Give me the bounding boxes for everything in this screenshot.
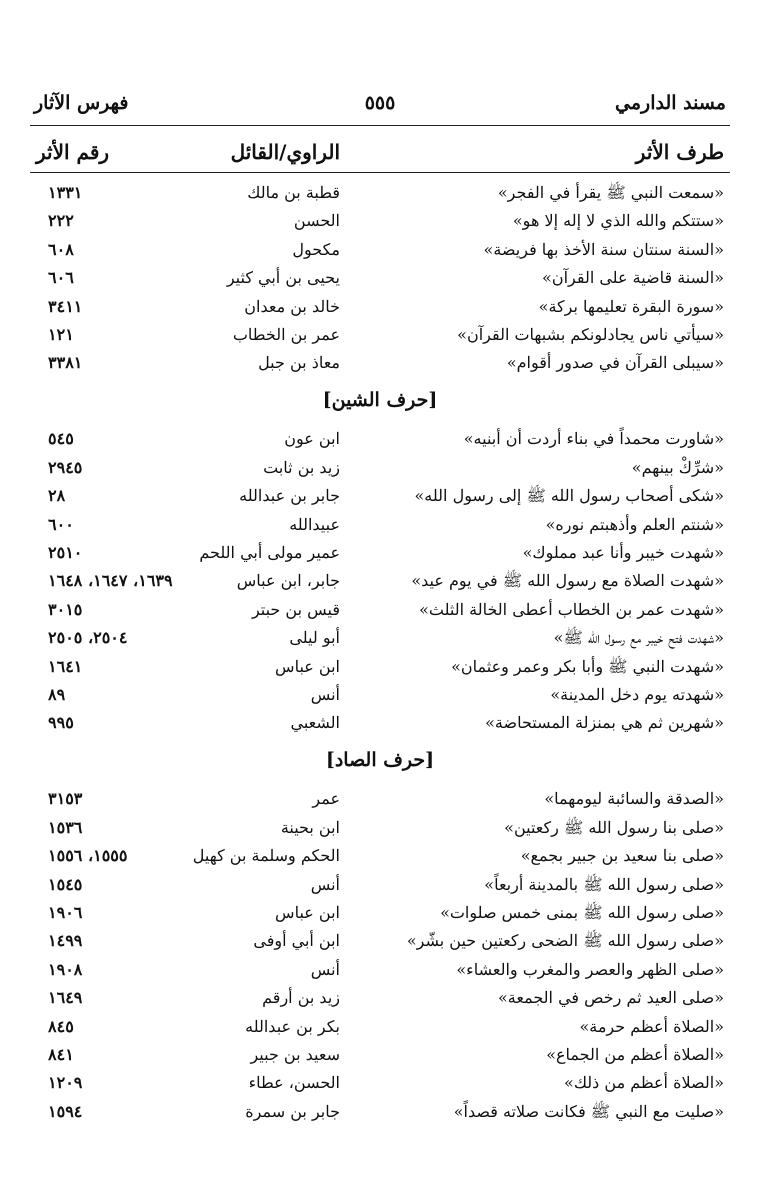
index-row: [0, 842, 760, 870]
entry-narrator: أنس: [310, 685, 340, 704]
entry-number: ٨٤١: [48, 1045, 74, 1064]
entry-number: ٣٣٨١: [48, 353, 83, 373]
index-row: [0, 425, 760, 453]
entry-narrator: معاذ بن جبل: [258, 353, 340, 373]
entry-number: ١٩٠٨: [48, 959, 83, 979]
page-number: ٥٥٥: [364, 92, 396, 114]
entry-narrator: ابن عون: [284, 429, 340, 449]
entry-phrase: «سيأتي ناس يجادلونكم بشبهات القرآن»: [457, 325, 724, 344]
entry-number: ٢٥٠٤، ٢٥٠٥: [48, 628, 128, 648]
entry-narrator: قيس بن حبتر: [251, 599, 340, 619]
entry-narrator: أنس: [310, 874, 340, 894]
entry-number: ٨٤٥: [48, 1016, 74, 1036]
entry-phrase: «الصلاة أعظم حرمة»: [579, 1016, 724, 1036]
column-header-phrase: طرف الأثر: [635, 140, 724, 164]
entry-narrator: ابن عباس: [275, 656, 340, 676]
index-row: [0, 321, 760, 349]
index-row: [0, 1069, 760, 1097]
entry-number: ٣٠١٥: [48, 599, 83, 619]
column-header-rule: [30, 172, 730, 173]
index-row: [0, 927, 760, 955]
index-row: [0, 624, 760, 652]
entry-narrator: خالد بن معدان: [244, 296, 340, 316]
entry-number: ١٦٣٩، ١٦٤٧، ١٦٤٨: [48, 571, 173, 591]
entry-number: ٢٩٤٥: [48, 457, 83, 477]
index-row: [0, 1098, 760, 1126]
index-row: [0, 899, 760, 927]
entry-number: ٣٤١١: [48, 296, 83, 316]
index-row: [0, 482, 760, 510]
entry-phrase: «صلى بنا سعيد بن جبير بجمع»: [520, 846, 724, 866]
entry-phrase: «شهدت النبي ﷺ وأبا بكر وعمر وعثمان»: [451, 656, 724, 676]
entry-phrase: «صلى الظهر والعصر والمغرب والعشاء»: [456, 959, 724, 979]
entry-narrator: قطبة بن مالك: [247, 183, 340, 202]
index-row: [0, 567, 760, 595]
entry-number: ٣١٥٣: [48, 789, 83, 809]
column-header-number: رقم الأثر: [36, 140, 110, 164]
column-header-narrator: الراوي/القائل: [230, 140, 340, 164]
entry-narrator: جابر بن سمرة: [245, 1101, 340, 1121]
entry-phrase: «سمعت النبي ﷺ يقرأ في الفجر»: [497, 183, 724, 202]
index-row: [0, 785, 760, 813]
entry-number: ١٥٥٥، ١٥٥٦: [48, 846, 128, 866]
entry-narrator: جابر بن عبدالله: [239, 486, 340, 506]
entry-narrator: عمر بن الخطاب: [232, 325, 340, 344]
index-row: [0, 681, 760, 709]
entry-number: ١٢٠٩: [48, 1073, 83, 1093]
book-title: مسند الدارمي: [615, 92, 726, 114]
entry-phrase: «صلى رسول الله ﷺ الضحى ركعتين حين بشّر»: [406, 931, 724, 951]
entry-phrase: «السنة قاضية على القرآن»: [542, 268, 724, 288]
entry-number: ١٦٤٩: [48, 988, 83, 1008]
entry-phrase: «شكى أصحاب رسول الله ﷺ إلى رسول الله»: [414, 486, 724, 506]
entry-narrator: الحكم وسلمة بن كهيل: [192, 846, 340, 866]
entry-number: ١٩٠٦: [48, 903, 83, 922]
index-row: [0, 539, 760, 567]
entry-phrase: «شهدت عمر بن الخطاب أعطى الخالة الثلث»: [419, 599, 724, 619]
entry-number: ٩٩٥: [48, 713, 74, 733]
entry-phrase: «الصلاة أعظم من ذلك»: [564, 1073, 724, 1093]
entry-narrator: بكر بن عبدالله: [245, 1016, 340, 1036]
entry-narrator: الحسن، عطاء: [248, 1073, 340, 1093]
entry-number: ٢٥١٠: [48, 543, 83, 562]
entry-phrase: «شهدت فتح خيبر مع رسول الله ﷺ»: [553, 628, 724, 648]
entry-number: ٥٤٥: [48, 429, 74, 449]
entry-phrase: «شهدته يوم دخل المدينة»: [550, 685, 724, 704]
entry-narrator: يحيى بن أبي كثير: [226, 268, 340, 288]
entry-number: ١٣٣١: [48, 183, 83, 202]
index-row: [0, 653, 760, 681]
entry-number: ١٥٤٥: [48, 874, 83, 894]
entry-phrase: «شهدت خيبر وأنا عبد مملوك»: [522, 543, 724, 562]
entry-narrator: عمير مولى أبي اللحم: [199, 543, 340, 562]
index-row: [0, 871, 760, 899]
entry-narrator: عمر: [312, 789, 340, 809]
entry-narrator: ابن أبي أوفى: [253, 931, 340, 951]
entry-narrator: سعيد بن جبير: [250, 1045, 340, 1064]
running-head: [34, 92, 726, 116]
index-row: [0, 264, 760, 292]
entry-number: ٦٠٨: [48, 239, 74, 259]
entry-number: ١٦٤١: [48, 656, 83, 676]
entry-narrator: زيد بن ثابت: [263, 457, 340, 477]
index-row: [0, 709, 760, 737]
entry-number: ١٥٩٤: [48, 1101, 83, 1121]
index-row: [0, 596, 760, 624]
entry-narrator: أنس: [310, 959, 340, 979]
entry-phrase: «سيبلى القرآن في صدور أقوام»: [506, 353, 724, 373]
index-row: [0, 1041, 760, 1069]
index-row: [0, 814, 760, 842]
entry-phrase: «ستتكم والله الذي لا إله إلا هو»: [512, 211, 724, 231]
index-row: [0, 454, 760, 482]
entry-number: ١٥٣٦: [48, 817, 83, 837]
entry-narrator: مكحول: [292, 239, 340, 259]
entry-number: ٦٠٦: [48, 268, 74, 288]
index-row: [0, 236, 760, 264]
section-heading: [حرف الشين]: [322, 389, 438, 412]
entry-phrase: «صلى رسول الله ﷺ بمنى خمس صلوات»: [440, 903, 724, 922]
entry-phrase: «شاورت محمداً في بناء أردت أن أبنيه»: [463, 429, 724, 449]
index-row: [0, 1013, 760, 1041]
section-heading: [حرف الصاد]: [325, 749, 435, 772]
index-row: [0, 349, 760, 377]
index-row: [0, 207, 760, 235]
entry-phrase: «شهدت الصلاة مع رسول الله ﷺ في يوم عيد»: [411, 571, 724, 591]
entry-phrase: «السنة سنتان سنة الأخذ بها فريضة»: [483, 239, 724, 259]
entry-phrase: «صلى رسول الله ﷺ بالمدينة أربعاً»: [484, 874, 724, 894]
entry-number: ٨٩: [48, 685, 66, 704]
index-row: [0, 511, 760, 539]
entry-narrator: الحسن: [293, 211, 340, 231]
entry-phrase: «سورة البقرة تعليمها بركة»: [538, 296, 724, 316]
entry-phrase: «صلى العيد ثم رخص في الجمعة»: [498, 988, 724, 1008]
entry-number: ٦٠٠: [48, 514, 74, 534]
entry-number: ١٤٩٩: [48, 931, 83, 951]
index-title: فهرس الآثار: [34, 92, 129, 114]
entry-phrase: «شرِّكْ بينهم»: [631, 457, 724, 477]
index-row: [0, 956, 760, 984]
index-row: [0, 293, 760, 321]
entry-narrator: الشعبي: [290, 713, 340, 733]
entry-number: ١٢١: [48, 325, 74, 344]
entry-phrase: «صليت مع النبي ﷺ فكانت صلاته قصداً»: [453, 1101, 724, 1121]
entry-narrator: زيد بن أرقم: [262, 988, 340, 1008]
index-row: [0, 984, 760, 1012]
entry-phrase: «شنتم العلم وأذهبتم نوره»: [545, 514, 724, 534]
entry-narrator: ابن بحينة: [280, 817, 340, 837]
entry-phrase: «شهرين ثم هي بمنزلة المستحاضة»: [485, 713, 724, 733]
index-row: [0, 179, 760, 207]
entry-narrator: جابر، ابن عباس: [236, 571, 340, 591]
entry-narrator: أبو ليلى: [289, 628, 340, 648]
entry-number: ٢٨: [48, 486, 66, 506]
entry-phrase: «الصدقة والسائبة ليومهما»: [544, 789, 724, 809]
entry-phrase: «الصلاة أعظم من الجماع»: [546, 1045, 724, 1064]
entry-narrator: ابن عباس: [275, 903, 340, 922]
entry-number: ٢٢٢: [48, 211, 74, 231]
entry-phrase: «صلى بنا رسول الله ﷺ ركعتين»: [504, 817, 724, 837]
entry-narrator: عبيدالله: [289, 514, 340, 534]
header-rule: [30, 125, 730, 126]
